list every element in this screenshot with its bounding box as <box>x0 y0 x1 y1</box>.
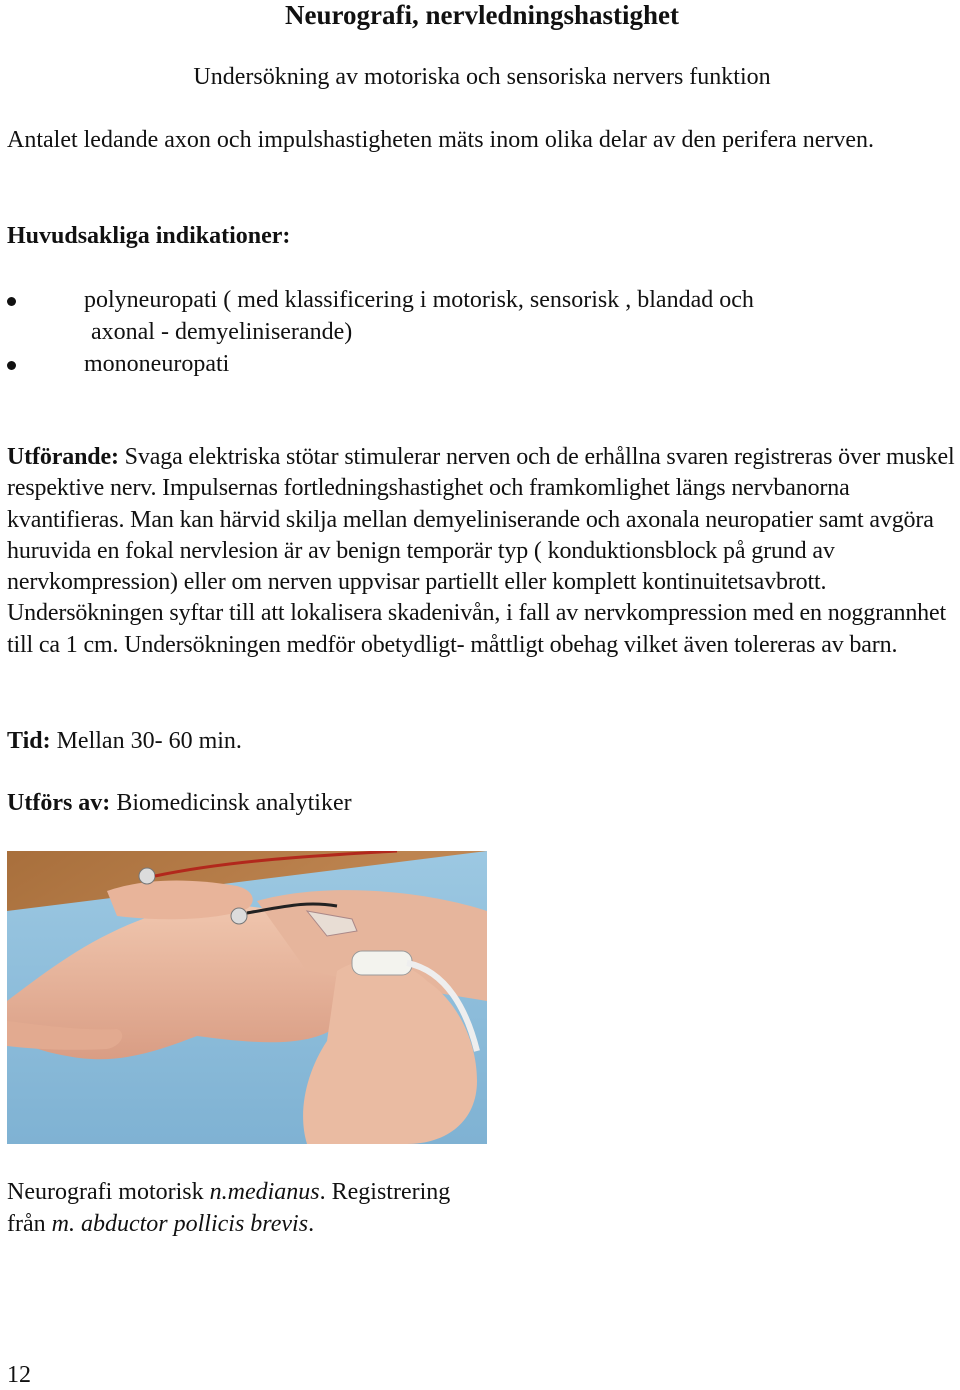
time-value: Mellan 30- 60 min. <box>50 728 242 754</box>
stimulator-probe <box>352 951 412 975</box>
list-item <box>0 348 900 380</box>
list-item-text-continued: axonal - demyeliniserande) <box>91 319 353 345</box>
performed-by-label: Utförs av: <box>7 790 111 816</box>
caption-nerve: n.medianus <box>209 1179 320 1205</box>
list-item-text: polyneuropati ( med klassificering i motorisk, sensorisk , blandad och <box>84 287 754 313</box>
bullet-icon <box>7 297 16 306</box>
photo-illustration <box>7 851 487 1144</box>
procedure-text: Svaga elektriska stötar stimulerar nerven och de erhållna svaren registreras över muskel respektive nerv. Impulsernas fortledningshastighet och framkomlighet längs nervbanorna kvantifieras. Man kan härvid skilja mellan demyeliniserande och axonala neuropatier samt avgöra huruvida en fokal nervlesion är av benign temporär typ ( konduktionsblock på grund av nervkompression) eller om nerven uppvisar partiellt eller komplett kontinuitetsavbrott. Undersökningen syftar till att lokalisera skadenivån, i fall av nervkompression med en noggrannhet till ca 1 cm. Undersökningen medför obetydligt- måttligt obehag vilket även tolereras av barn. <box>7 444 955 658</box>
page-title: Neurografi, nervledningshastighet <box>284 0 679 30</box>
list-item-text: mononeuropati <box>84 351 230 377</box>
caption-text: från <box>7 1211 52 1237</box>
electrode-2 <box>231 908 247 924</box>
caption-muscle: m. abductor pollicis brevis <box>51 1211 309 1237</box>
hand-electrode-photo <box>7 851 487 1144</box>
caption-text: Neurografi motorisk <box>7 1179 210 1205</box>
page-number: 12 <box>7 1362 31 1388</box>
intro-paragraph: Antalet ledande axon och impulshastigheten mäts inom olika delar av den perifera nerven. <box>7 127 875 153</box>
procedure-paragraph <box>7 442 957 661</box>
list-item <box>0 284 900 348</box>
bullet-icon <box>7 361 16 370</box>
time-line <box>7 726 242 756</box>
page-subtitle: Undersökning av motoriska och sensoriska nervers funktion <box>193 64 771 90</box>
electrode-1 <box>139 868 155 884</box>
procedure-label: Utförande: <box>7 444 119 470</box>
indications-list <box>0 284 900 380</box>
photo-caption <box>7 1176 607 1240</box>
thumb <box>107 881 253 920</box>
time-label: Tid: <box>7 728 51 754</box>
caption-text: . Registrering <box>319 1179 451 1205</box>
performed-by-line <box>7 788 352 818</box>
caption-text: . <box>308 1211 315 1237</box>
performed-by-value: Biomedicinsk analytiker <box>110 790 352 816</box>
indications-heading: Huvudsakliga indikationer: <box>7 223 291 249</box>
